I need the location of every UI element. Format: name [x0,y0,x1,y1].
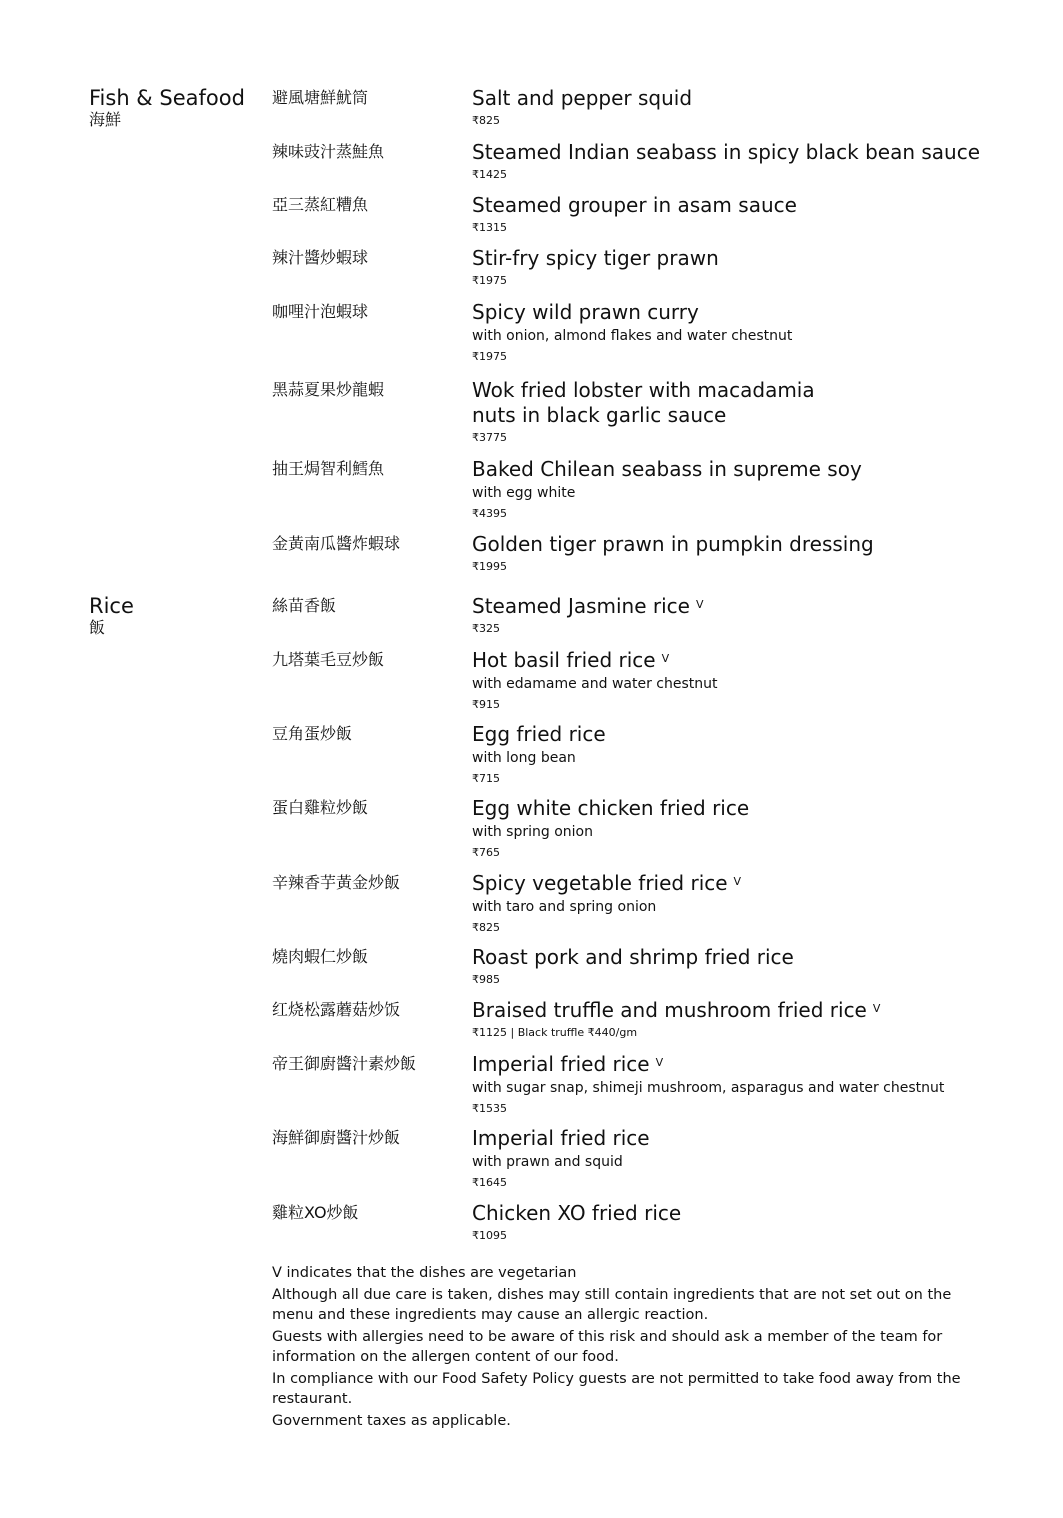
dish-price: ₹1645 [472,1176,507,1189]
dish-details [472,796,1032,863]
dish-description: with taro and spring onion [472,899,657,915]
dish-name-en: Chicken XO fried rice [472,1201,682,1225]
dish-name-cn: 黑蒜夏果炒龍蝦 [272,380,385,399]
dish-price: ₹985 [472,973,500,986]
dish-name-cn: 豆角蛋炒飯 [272,724,353,743]
dish-name-en: Egg white chicken fried rice [472,796,750,820]
dish-description: with sugar snap, shimeji mushroom, asparagus and water chestnut [472,1080,945,1096]
dish-name-cn: 红烧松露蘑菇炒饭 [272,1000,401,1019]
dish-details [472,648,1032,715]
dish-details [472,871,1032,938]
dish-details [472,86,1032,131]
dish-price: ₹825 [472,921,500,934]
dish-price: ₹1095 [472,1229,507,1242]
dish-name-en: Steamed Indian seabass in spicy black bean sauce [472,140,981,164]
dish-price: ₹1125 | Black truffle ₹440/gm [472,1026,638,1039]
dish-name-cn: 雞粒XO炒飯 [272,1203,359,1222]
vegetarian-marker: V [872,1002,881,1015]
dish-details [472,1052,1032,1119]
dish-name-en-line [472,998,1032,1023]
vegetarian-marker: V [695,598,704,611]
dish-details [472,378,1032,448]
dish-name-cn: 抽王焗智利鱈魚 [272,459,385,478]
dish-name-cn: 金黃南瓜醬炸蝦球 [272,534,401,553]
dish-name-cn: 九塔葉毛豆炒飯 [272,650,385,669]
dish-details [472,532,1032,577]
dish-price: ₹3775 [472,431,507,444]
section-title-cn: 海鮮 [89,110,122,129]
dish-price: ₹1315 [472,221,507,234]
dish-details [472,193,1032,238]
dish-price: ₹1975 [472,274,507,287]
vegetarian-marker: V [655,1056,664,1069]
dish-name-cn: 辛辣香芋黃金炒飯 [272,873,401,892]
dish-details [472,1126,1032,1193]
dish-name-en: Golden tiger prawn in pumpkin dressing [472,532,874,556]
dish-details [472,140,1032,185]
dish-description: with egg white [472,485,576,501]
footnote-allergy-guidance: Guests with allergies need to be aware of this risk and should ask a member of the team for information on the allergen content of our food. [272,1329,943,1365]
dish-name-cn: 辣汁醬炒蝦球 [272,248,369,267]
dish-details [472,1201,1032,1246]
dish-name-en-line [472,594,1032,619]
section-title [89,594,134,638]
footnote-taxes: Government taxes as applicable. [272,1413,511,1429]
dish-details [472,246,1032,291]
dish-price: ₹325 [472,622,500,635]
section-title-en: Rice [89,594,134,618]
dish-details [472,594,1032,639]
dish-description: with long bean [472,750,576,766]
dish-name-en: Wok fried lobster with macadamia nuts in black garlic sauce [472,378,815,427]
dish-name-en: Egg fried rice [472,722,606,746]
footnote-vegetarian: V indicates that the dishes are vegetarian [272,1265,577,1281]
dish-name-cn: 絲苗香飯 [272,596,337,615]
vegetarian-marker: V [733,875,742,888]
footnote-food-safety: In compliance with our Food Safety Policy guests are not permitted to take food away from the restaurant. [272,1371,961,1407]
dish-price: ₹1535 [472,1102,507,1115]
dish-price: ₹825 [472,114,500,127]
footnote-allergen-warning: Although all due care is taken, dishes may still contain ingredients that are not set out on the menu and these ingredients may cause an allergic reaction. [272,1287,952,1323]
dish-name-cn: 亞三蒸紅糟魚 [272,195,369,214]
dish-description: with onion, almond flakes and water chestnut [472,328,793,344]
dish-name-en: Spicy wild prawn curry [472,300,699,324]
dish-name-en: Stir-fry spicy tiger prawn [472,246,719,270]
dish-name-en: Hot basil fried rice [472,648,656,672]
dish-price: ₹1425 [472,168,507,181]
dish-name-en: Salt and pepper squid [472,86,693,110]
dish-description: with edamame and water chestnut [472,676,718,692]
dish-name-en: Imperial fried rice [472,1126,650,1150]
dish-price: ₹765 [472,846,500,859]
dish-name-en: Imperial fried rice [472,1052,650,1076]
dish-name-en: Steamed grouper in asam sauce [472,193,797,217]
section-title-cn: 飯 [89,618,106,637]
dish-details [472,457,1032,524]
dish-price: ₹4395 [472,507,507,520]
dish-name-en: Baked Chilean seabass in supreme soy [472,457,862,481]
vegetarian-marker: V [661,652,670,665]
dish-name-en: Spicy vegetable fried rice [472,871,728,895]
dish-name-en-line [472,648,1032,673]
dish-name-en-line [472,1052,1032,1077]
dish-name-cn: 咖哩汁泡蝦球 [272,302,369,321]
section-title [89,86,245,130]
dish-price: ₹915 [472,698,500,711]
dish-name-en: Steamed Jasmine rice [472,594,690,618]
dish-name-cn: 帝王御廚醬汁素炒飯 [272,1054,417,1073]
dish-details [472,722,1032,789]
dish-name-en: Braised truffle and mushroom fried rice [472,998,867,1022]
dish-description: with prawn and squid [472,1154,623,1170]
dish-name-en: Roast pork and shrimp fried rice [472,945,794,969]
dish-details [472,300,1032,367]
dish-name-cn: 蛋白雞粒炒飯 [272,798,369,817]
dish-name-cn: 燒肉蝦仁炒飯 [272,947,369,966]
dish-price: ₹1995 [472,560,507,573]
dish-price: ₹715 [472,772,500,785]
dish-name-cn: 辣味豉汁蒸鮭魚 [272,142,385,161]
dish-details [472,998,1032,1043]
dish-name-cn: 海鮮御廚醬汁炒飯 [272,1128,401,1147]
dish-description: with spring onion [472,824,593,840]
dish-name-cn: 避風塘鮮魷筒 [272,88,369,107]
dish-price: ₹1975 [472,350,507,363]
footnotes [272,1263,972,1433]
dish-name-en-line [472,871,1032,896]
dish-details [472,945,1032,990]
section-title-en: Fish & Seafood [89,86,245,110]
